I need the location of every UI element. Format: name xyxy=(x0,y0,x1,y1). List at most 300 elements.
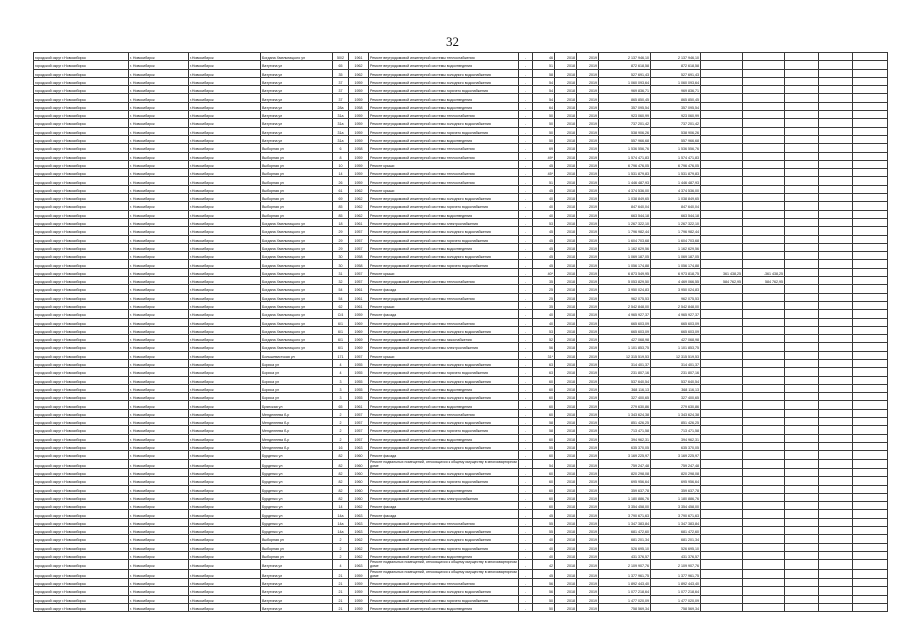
table-cell-x1 xyxy=(785,535,819,543)
table-cell-cost_total: 279 630,86 xyxy=(599,401,651,409)
table-cell-cost_fund xyxy=(701,127,743,135)
table-cell-year_finish: 2019 xyxy=(577,227,599,235)
table-cell-year_built: 1969 xyxy=(349,335,369,343)
table-cell-x1 xyxy=(785,502,819,510)
table-cell-x1 xyxy=(785,202,819,210)
table-cell-year_start: 60 xyxy=(533,384,555,392)
table-cell-work: Ремонт фасада xyxy=(369,451,519,459)
table-cell-cost_budget: 4 469 066,55 xyxy=(651,277,701,285)
table-cell-x3 xyxy=(853,502,888,510)
table-cell-house: 31а xyxy=(333,111,349,119)
table-cell-district: городской округ г.Новосибирск xyxy=(34,510,129,518)
table-cell-year_end: 2018 xyxy=(555,451,577,459)
table-cell-street: Менделеева б-р xyxy=(261,434,333,442)
table-cell-cost_total: 2 109 907,76 xyxy=(599,560,651,569)
table-cell-x2 xyxy=(819,527,853,535)
table-cell-house: 18 xyxy=(333,218,349,226)
table-cell-cost_fund xyxy=(701,227,743,235)
table-cell-x1 xyxy=(785,277,819,285)
table-cell-work: Ремонт внутридомовой инженерной системы холодного водоснабжения xyxy=(369,527,519,535)
table-cell-house: 82 xyxy=(333,468,349,476)
table-row xyxy=(34,603,888,611)
table-cell-district: городской округ г.Новосибирск xyxy=(34,595,129,603)
table-cell-cost_budget: 427 068,98 xyxy=(651,335,701,343)
table-cell-city: г. Новосибирск xyxy=(129,468,189,476)
table-cell-city: г. Новосибирск xyxy=(129,560,189,569)
table-cell-x1 xyxy=(785,551,819,559)
table-cell-cost_fund xyxy=(701,243,743,251)
table-cell-street: Бурденко ул xyxy=(261,459,333,468)
table-cell-work: Ремонт внутридомовой инженерной системы водоотведения xyxy=(369,210,519,218)
table-cell-settlement: г.Новосибирск xyxy=(189,260,261,268)
table-cell-city: г. Новосибирск xyxy=(129,86,189,94)
table-cell-year_start: 40 xyxy=(533,310,555,318)
table-cell-x2 xyxy=(819,418,853,426)
table-cell-house: 21 xyxy=(333,579,349,587)
table-cell-x3 xyxy=(853,177,888,185)
table-cell-street: Выборная ул xyxy=(261,194,333,202)
table-cell-x3 xyxy=(853,235,888,243)
table-cell-work: Ремонт внутридомовой инженерной системы теплоснабжения xyxy=(369,177,519,185)
table-cell-year_start: 50 xyxy=(533,135,555,143)
table-cell-x3 xyxy=(853,485,888,493)
table-cell-year_finish: 2019 xyxy=(577,160,599,168)
table-cell-work: Ремонт внутридомовой инженерной системы водоотведения xyxy=(369,551,519,559)
table-cell-cost_owner xyxy=(743,535,785,543)
table-cell-cost_budget: 713 471,58 xyxy=(651,426,701,434)
table-cell-year_start: 50 xyxy=(533,119,555,127)
table-cell-year_finish: 2019 xyxy=(577,235,599,243)
table-cell-city: г. Новосибирск xyxy=(129,527,189,535)
table-cell-cost_fund xyxy=(701,144,743,152)
table-cell-x2 xyxy=(819,426,853,434)
table-cell-x2 xyxy=(819,61,853,69)
table-cell-year_built: 1955 xyxy=(349,393,369,401)
table-cell-cost_budget: 4 965 927,37 xyxy=(651,310,701,318)
table-cell-year_end: 2018 xyxy=(555,119,577,127)
table-cell-cost_fund xyxy=(701,384,743,392)
table-cell-year_start: 60 xyxy=(533,493,555,501)
table-cell-house: 82 xyxy=(333,485,349,493)
table-cell-cost_fund xyxy=(701,587,743,595)
table-cell-unit: - xyxy=(519,535,533,543)
table-cell-cost_budget: 759 247,48 xyxy=(651,459,701,468)
table-cell-x3 xyxy=(853,202,888,210)
table-cell-x2 xyxy=(819,603,853,611)
table-cell-district: городской округ г.Новосибирск xyxy=(34,119,129,127)
table-cell-cost_fund xyxy=(701,493,743,501)
table-row xyxy=(34,401,888,409)
table-cell-city: г. Новосибирск xyxy=(129,127,189,135)
table-cell-unit: - xyxy=(519,111,533,119)
table-cell-settlement: г.Новосибирск xyxy=(189,409,261,417)
table-cell-year_built: 1961 xyxy=(349,301,369,309)
table-cell-cost_owner xyxy=(743,127,785,135)
table-cell-year_built: 1957 xyxy=(349,351,369,359)
table-cell-x1 xyxy=(785,510,819,518)
table-cell-x3 xyxy=(853,210,888,218)
table-cell-year_start: 60 xyxy=(533,468,555,476)
table-cell-work: Ремонт внутридомовой инженерной системы холодного водоснабжения xyxy=(369,442,519,450)
table-cell-settlement: г.Новосибирск xyxy=(189,152,261,160)
table-cell-year_start: 54 xyxy=(533,86,555,94)
table-cell-city: г. Новосибирск xyxy=(129,243,189,251)
table-cell-work: Ремонт внутридомовой инженерной системы горячего водоснабжения xyxy=(369,543,519,551)
table-row xyxy=(34,235,888,243)
table-cell-x1 xyxy=(785,368,819,376)
table-cell-cost_owner xyxy=(743,53,785,61)
table-cell-year_end: 2018 xyxy=(555,218,577,226)
table-cell-year_finish: 2019 xyxy=(577,210,599,218)
table-cell-settlement: г.Новосибирск xyxy=(189,277,261,285)
table-cell-year_finish: 2019 xyxy=(577,102,599,110)
table-cell-settlement: г.Новосибирск xyxy=(189,235,261,243)
table-cell-year_built: 1961 xyxy=(349,53,369,61)
table-cell-city: г. Новосибирск xyxy=(129,343,189,351)
table-cell-year_end: 2018 xyxy=(555,368,577,376)
table-cell-x3 xyxy=(853,268,888,276)
table-cell-cost_budget: 526 695,10 xyxy=(651,543,701,551)
table-cell-house: 2 xyxy=(333,434,349,442)
table-cell-cost_total: 5 053 829,50 xyxy=(599,277,651,285)
table-cell-house: 82 xyxy=(333,451,349,459)
table-cell-year_finish: 2019 xyxy=(577,434,599,442)
table-cell-x1 xyxy=(785,127,819,135)
table-cell-x2 xyxy=(819,569,853,578)
table-row xyxy=(34,326,888,334)
table-cell-cost_owner xyxy=(743,459,785,468)
table-cell-x3 xyxy=(853,301,888,309)
table-cell-street: Выборная ул xyxy=(261,160,333,168)
table-cell-x1 xyxy=(785,493,819,501)
table-cell-city: г. Новосибирск xyxy=(129,376,189,384)
table-cell-house: 2 xyxy=(333,418,349,426)
table-cell-unit: - xyxy=(519,202,533,210)
table-cell-cost_budget: 865 850,45 xyxy=(651,94,701,102)
table-row xyxy=(34,579,888,587)
table-cell-year_finish: 2019 xyxy=(577,318,599,326)
table-cell-year_finish: 2019 xyxy=(577,86,599,94)
table-cell-cost_total: 12 315 519,53 xyxy=(599,351,651,359)
table-cell-cost_fund xyxy=(701,218,743,226)
table-cell-year_finish: 2019 xyxy=(577,442,599,450)
table-cell-house: 85 xyxy=(333,210,349,218)
table-cell-year_finish: 2019 xyxy=(577,551,599,559)
table-cell-work: Ремонт фасада xyxy=(369,310,519,318)
table-cell-city: г. Новосибирск xyxy=(129,351,189,359)
table-row xyxy=(34,152,888,160)
table-cell-city: г. Новосибирск xyxy=(129,268,189,276)
table-cell-unit: - xyxy=(519,326,533,334)
table-cell-cost_budget: 737 201,42 xyxy=(651,119,701,127)
table-cell-cost_budget: 3 354 458,00 xyxy=(651,502,701,510)
table-cell-year_built: 1959 xyxy=(349,119,369,127)
table-cell-settlement: г.Новосибирск xyxy=(189,77,261,85)
table-cell-year_finish: 2019 xyxy=(577,152,599,160)
table-cell-district: городской округ г.Новосибирск xyxy=(34,152,129,160)
table-cell-x1 xyxy=(785,152,819,160)
table-cell-district: городской округ г.Новосибирск xyxy=(34,368,129,376)
table-cell-year_end: 2018 xyxy=(555,401,577,409)
table-cell-year_finish: 2019 xyxy=(577,310,599,318)
table-cell-x3 xyxy=(853,359,888,367)
table-cell-city: г. Новосибирск xyxy=(129,169,189,177)
table-cell-cost_owner xyxy=(743,61,785,69)
table-cell-x2 xyxy=(819,384,853,392)
table-cell-x2 xyxy=(819,202,853,210)
table-row xyxy=(34,551,888,559)
table-cell-x1 xyxy=(785,393,819,401)
table-cell-year_built: 1955 xyxy=(349,384,369,392)
table-cell-x1 xyxy=(785,401,819,409)
table-cell-house: 30 xyxy=(333,252,349,260)
table-cell-cost_budget: 357 095,54 xyxy=(651,102,701,110)
table-cell-district: городской округ г.Новосибирск xyxy=(34,493,129,501)
table-cell-year_built: 1962 xyxy=(349,185,369,193)
table-cell-district: городской округ г.Новосибирск xyxy=(34,442,129,450)
table-cell-settlement: г.Новосибирск xyxy=(189,268,261,276)
table-cell-street: Бурденко ул xyxy=(261,510,333,518)
table-cell-cost_owner xyxy=(743,160,785,168)
table-cell-x3 xyxy=(853,579,888,587)
table-cell-cost_total: 758 569,34 xyxy=(599,603,651,611)
table-cell-cost_total: 865 850,45 xyxy=(599,94,651,102)
table-cell-cost_fund xyxy=(701,301,743,309)
table-cell-cost_budget: 6 796 476,05 xyxy=(651,160,701,168)
table-cell-x2 xyxy=(819,243,853,251)
table-cell-cost_owner xyxy=(743,587,785,595)
table-cell-settlement: г.Новосибирск xyxy=(189,252,261,260)
table-cell-city: г. Новосибирск xyxy=(129,401,189,409)
table-cell-year_end: 2018 xyxy=(555,485,577,493)
table-cell-street: Ватутина ул xyxy=(261,102,333,110)
table-cell-year_built: 1959 xyxy=(349,587,369,595)
table-cell-cost_total: 1 347 383,84 xyxy=(599,518,651,526)
table-cell-year_start: 45 xyxy=(533,260,555,268)
table-cell-year_end: 2018 xyxy=(555,293,577,301)
table-cell-street: Менделеева б-р xyxy=(261,426,333,434)
table-cell-year_end: 2018 xyxy=(555,493,577,501)
table-cell-year_start: 60 xyxy=(533,434,555,442)
table-cell-x3 xyxy=(853,595,888,603)
table-cell-unit: - xyxy=(519,384,533,392)
table-cell-cost_owner xyxy=(743,301,785,309)
table-cell-cost_budget: 12 315 519,53 xyxy=(651,351,701,359)
table-row xyxy=(34,343,888,351)
table-cell-city: г. Новосибирск xyxy=(129,579,189,587)
table-cell-settlement: г.Новосибирск xyxy=(189,218,261,226)
table-cell-cost_total: 1 101 853,75 xyxy=(599,343,651,351)
table-cell-x3 xyxy=(853,53,888,61)
table-cell-x1 xyxy=(785,252,819,260)
table-cell-city: г. Новосибирск xyxy=(129,285,189,293)
table-cell-district: городской округ г.Новосибирск xyxy=(34,227,129,235)
table-cell-house: 29 xyxy=(333,243,349,251)
table-cell-x1 xyxy=(785,418,819,426)
table-cell-cost_fund xyxy=(701,485,743,493)
table-cell-x3 xyxy=(853,293,888,301)
table-cell-year_finish: 2019 xyxy=(577,527,599,535)
table-cell-cost_owner xyxy=(743,285,785,293)
table-cell-cost_budget: 231 807,16 xyxy=(651,368,701,376)
table-cell-city: г. Новосибирск xyxy=(129,551,189,559)
table-cell-x1 xyxy=(785,177,819,185)
table-cell-city: г. Новосибирск xyxy=(129,434,189,442)
table-cell-house: 50/2 xyxy=(333,53,349,61)
table-cell-unit: - xyxy=(519,579,533,587)
table-cell-cost_owner xyxy=(743,376,785,384)
table-cell-cost_total: 923 060,99 xyxy=(599,111,651,119)
table-cell-settlement: г.Новосибирск xyxy=(189,111,261,119)
table-cell-city: г. Новосибирск xyxy=(129,310,189,318)
table-cell-street: Бурденко ул xyxy=(261,527,333,535)
table-cell-district: городской округ г.Новосибирск xyxy=(34,376,129,384)
table-cell-cost_owner xyxy=(743,177,785,185)
table-cell-work: Ремонт внутридомовой инженерной системы горячего водоснабжения xyxy=(369,426,519,434)
table-cell-work: Ремонт внутридомовой инженерной системы холодного водоснабжения xyxy=(369,326,519,334)
table-cell-x2 xyxy=(819,144,853,152)
table-cell-year_start: 45 xyxy=(533,569,555,578)
table-cell-cost_total: 4 374 536,00 xyxy=(599,185,651,193)
table-cell-unit: - xyxy=(519,252,533,260)
table-row xyxy=(34,502,888,510)
table-cell-cost_total: 681 472,60 xyxy=(599,527,651,535)
table-cell-year_start: 45 xyxy=(533,185,555,193)
table-cell-year_built: 1961 xyxy=(349,293,369,301)
table-cell-year_end: 2018 xyxy=(555,69,577,77)
table-cell-cost_fund xyxy=(701,426,743,434)
table-cell-year_start: 69 xyxy=(533,144,555,152)
table-cell-house: 21 xyxy=(333,587,349,595)
table-cell-x2 xyxy=(819,442,853,450)
table-cell-year_finish: 2019 xyxy=(577,119,599,127)
table-cell-year_end: 2018 xyxy=(555,202,577,210)
table-cell-year_end: 2018 xyxy=(555,579,577,587)
table-cell-x3 xyxy=(853,409,888,417)
table-cell-year_finish: 2019 xyxy=(577,384,599,392)
table-cell-district: городской округ г.Новосибирск xyxy=(34,335,129,343)
table-cell-house: 31 xyxy=(333,268,349,276)
table-cell-cost_total: 1 077 218,64 xyxy=(599,587,651,595)
table-cell-year_built: 1955 xyxy=(349,368,369,376)
table-cell-district: городской округ г.Новосибирск xyxy=(34,310,129,318)
table-cell-city: г. Новосибирск xyxy=(129,587,189,595)
table-cell-x3 xyxy=(853,376,888,384)
table-cell-cost_budget: 635 370,05 xyxy=(651,442,701,450)
table-cell-x1 xyxy=(785,318,819,326)
table-cell-street: Ватутина ул xyxy=(261,135,333,143)
table-cell-cost_budget: 681 201,34 xyxy=(651,535,701,543)
table-cell-year_end: 2018 xyxy=(555,459,577,468)
table-cell-street: Выборная ул xyxy=(261,202,333,210)
table-cell-year_finish: 2019 xyxy=(577,61,599,69)
table-cell-house: 21 xyxy=(333,595,349,603)
table-cell-cost_total: 314 401,37 xyxy=(599,359,651,367)
table-cell-year_start: 63 xyxy=(533,368,555,376)
table-cell-cost_total: 537 640,54 xyxy=(599,376,651,384)
table-cell-x1 xyxy=(785,185,819,193)
table-cell-cost_total: 427 068,98 xyxy=(599,335,651,343)
capital-repair-table xyxy=(33,52,888,612)
table-row xyxy=(34,61,888,69)
table-cell-year_end: 2018 xyxy=(555,111,577,119)
table-cell-district: городской округ г.Новосибирск xyxy=(34,318,129,326)
table-cell-year_end: 2018 xyxy=(555,235,577,243)
table-cell-settlement: г.Новосибирск xyxy=(189,169,261,177)
table-cell-street: Ватутина ул xyxy=(261,69,333,77)
table-cell-district: городской округ г.Новосибирск xyxy=(34,485,129,493)
table-cell-settlement: г.Новосибирск xyxy=(189,285,261,293)
table-cell-cost_budget: 2 137 946,10 xyxy=(651,53,701,61)
table-row xyxy=(34,518,888,526)
table-cell-unit: - xyxy=(519,169,533,177)
table-cell-street: Бориса ул xyxy=(261,359,333,367)
table-cell-settlement: г.Новосибирск xyxy=(189,426,261,434)
table-cell-cost_fund xyxy=(701,326,743,334)
table-cell-year_end: 2018 xyxy=(555,61,577,69)
table-cell-year_start: 45* xyxy=(533,169,555,177)
table-cell-year_finish: 2019 xyxy=(577,218,599,226)
table-cell-year_start: 31* xyxy=(533,351,555,359)
table-cell-year_built: 1959 xyxy=(349,169,369,177)
table-cell-year_end: 2018 xyxy=(555,185,577,193)
table-cell-cost_fund xyxy=(701,169,743,177)
table-cell-year_built: 1961 xyxy=(349,218,369,226)
table-cell-unit: - xyxy=(519,587,533,595)
table-cell-cost_fund xyxy=(701,194,743,202)
table-cell-year_built: 1959 xyxy=(349,111,369,119)
table-cell-year_start: 50 xyxy=(533,111,555,119)
table-cell-year_finish: 2019 xyxy=(577,277,599,285)
table-cell-street: Бориса ул xyxy=(261,376,333,384)
table-cell-x1 xyxy=(785,384,819,392)
table-cell-settlement: г.Новосибирск xyxy=(189,459,261,468)
table-cell-cost_budget: 1 038 849,65 xyxy=(651,194,701,202)
table-cell-work: Ремонт внутридомовой инженерной системы водоотведения xyxy=(369,61,519,69)
table-cell-x2 xyxy=(819,227,853,235)
table-cell-cost_fund xyxy=(701,160,743,168)
table-cell-cost_budget: 2 109 907,76 xyxy=(651,560,701,569)
table-cell-house: 3 xyxy=(333,384,349,392)
table-cell-work: Ремонт внутридомовой инженерной системы теплоснабжения xyxy=(369,318,519,326)
table-cell-street: Бориса ул xyxy=(261,393,333,401)
table-cell-x1 xyxy=(785,603,819,611)
table-row xyxy=(34,210,888,218)
table-cell-cost_budget: 527 691,43 xyxy=(651,69,701,77)
table-cell-x2 xyxy=(819,579,853,587)
table-cell-year_end: 2018 xyxy=(555,560,577,569)
table-cell-x1 xyxy=(785,335,819,343)
table-cell-cost_budget: 923 060,99 xyxy=(651,111,701,119)
table-cell-cost_fund xyxy=(701,603,743,611)
table-cell-settlement: г.Новосибирск xyxy=(189,359,261,367)
table-cell-house: 37 xyxy=(333,77,349,85)
table-cell-cost_owner: 584 762,95 xyxy=(743,277,785,285)
table-cell-unit: - xyxy=(519,160,533,168)
table-cell-x2 xyxy=(819,102,853,110)
table-cell-settlement: г.Новосибирск xyxy=(189,527,261,535)
table-cell-cost_fund xyxy=(701,177,743,185)
table-cell-cost_fund xyxy=(701,310,743,318)
table-cell-city: г. Новосибирск xyxy=(129,543,189,551)
table-row xyxy=(34,485,888,493)
table-cell-cost_total: 1 536 556,76 xyxy=(599,144,651,152)
table-cell-settlement: г.Новосибирск xyxy=(189,502,261,510)
table-cell-year_built: 1969 xyxy=(349,343,369,351)
table-cell-cost_budget: 394 962,31 xyxy=(651,434,701,442)
table-cell-settlement: г.Новосибирск xyxy=(189,86,261,94)
table-cell-cost_owner xyxy=(743,485,785,493)
